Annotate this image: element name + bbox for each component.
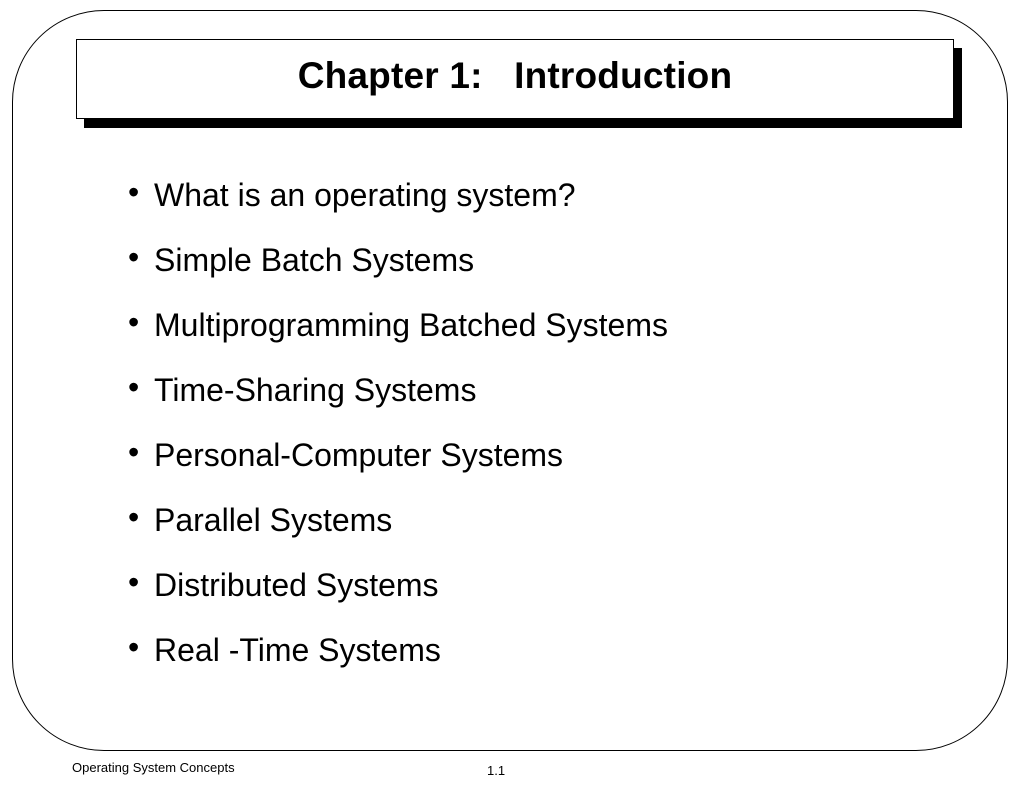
bullet-icon: • <box>128 174 140 210</box>
bullet-icon: • <box>128 239 140 275</box>
bullet-text: Distributed Systems <box>154 567 439 603</box>
bullet-list <box>128 172 668 692</box>
bullet-icon: • <box>128 499 140 535</box>
bullet-item <box>128 432 668 497</box>
title-box <box>76 39 954 119</box>
bullet-text: Personal-Computer Systems <box>154 437 564 473</box>
bullet-text: Parallel Systems <box>154 502 393 538</box>
bullet-icon: • <box>128 369 140 405</box>
bullet-text: Simple Batch Systems <box>154 242 475 278</box>
footer-page-number: 1.1 <box>487 763 506 778</box>
bullet-item <box>128 237 668 302</box>
bullet-icon: • <box>128 629 140 665</box>
bullet-text: What is an operating system? <box>154 177 576 213</box>
bullet-icon: • <box>128 564 140 600</box>
bullet-text: Time-Sharing Systems <box>154 372 477 408</box>
bullet-item <box>128 627 668 692</box>
bullet-text: Real -Time Systems <box>154 632 441 668</box>
bullet-icon: • <box>128 304 140 340</box>
bullet-text: Multiprogramming Batched Systems <box>154 307 668 343</box>
bullet-item <box>128 367 668 432</box>
bullet-icon: • <box>128 434 140 470</box>
slide-title: Chapter 1: Introduction <box>297 55 733 96</box>
bullet-item <box>128 302 668 367</box>
bullet-item <box>128 562 668 627</box>
bullet-item <box>128 172 668 237</box>
footer-course-title: Operating System Concepts <box>72 760 235 775</box>
bullet-item <box>128 497 668 562</box>
